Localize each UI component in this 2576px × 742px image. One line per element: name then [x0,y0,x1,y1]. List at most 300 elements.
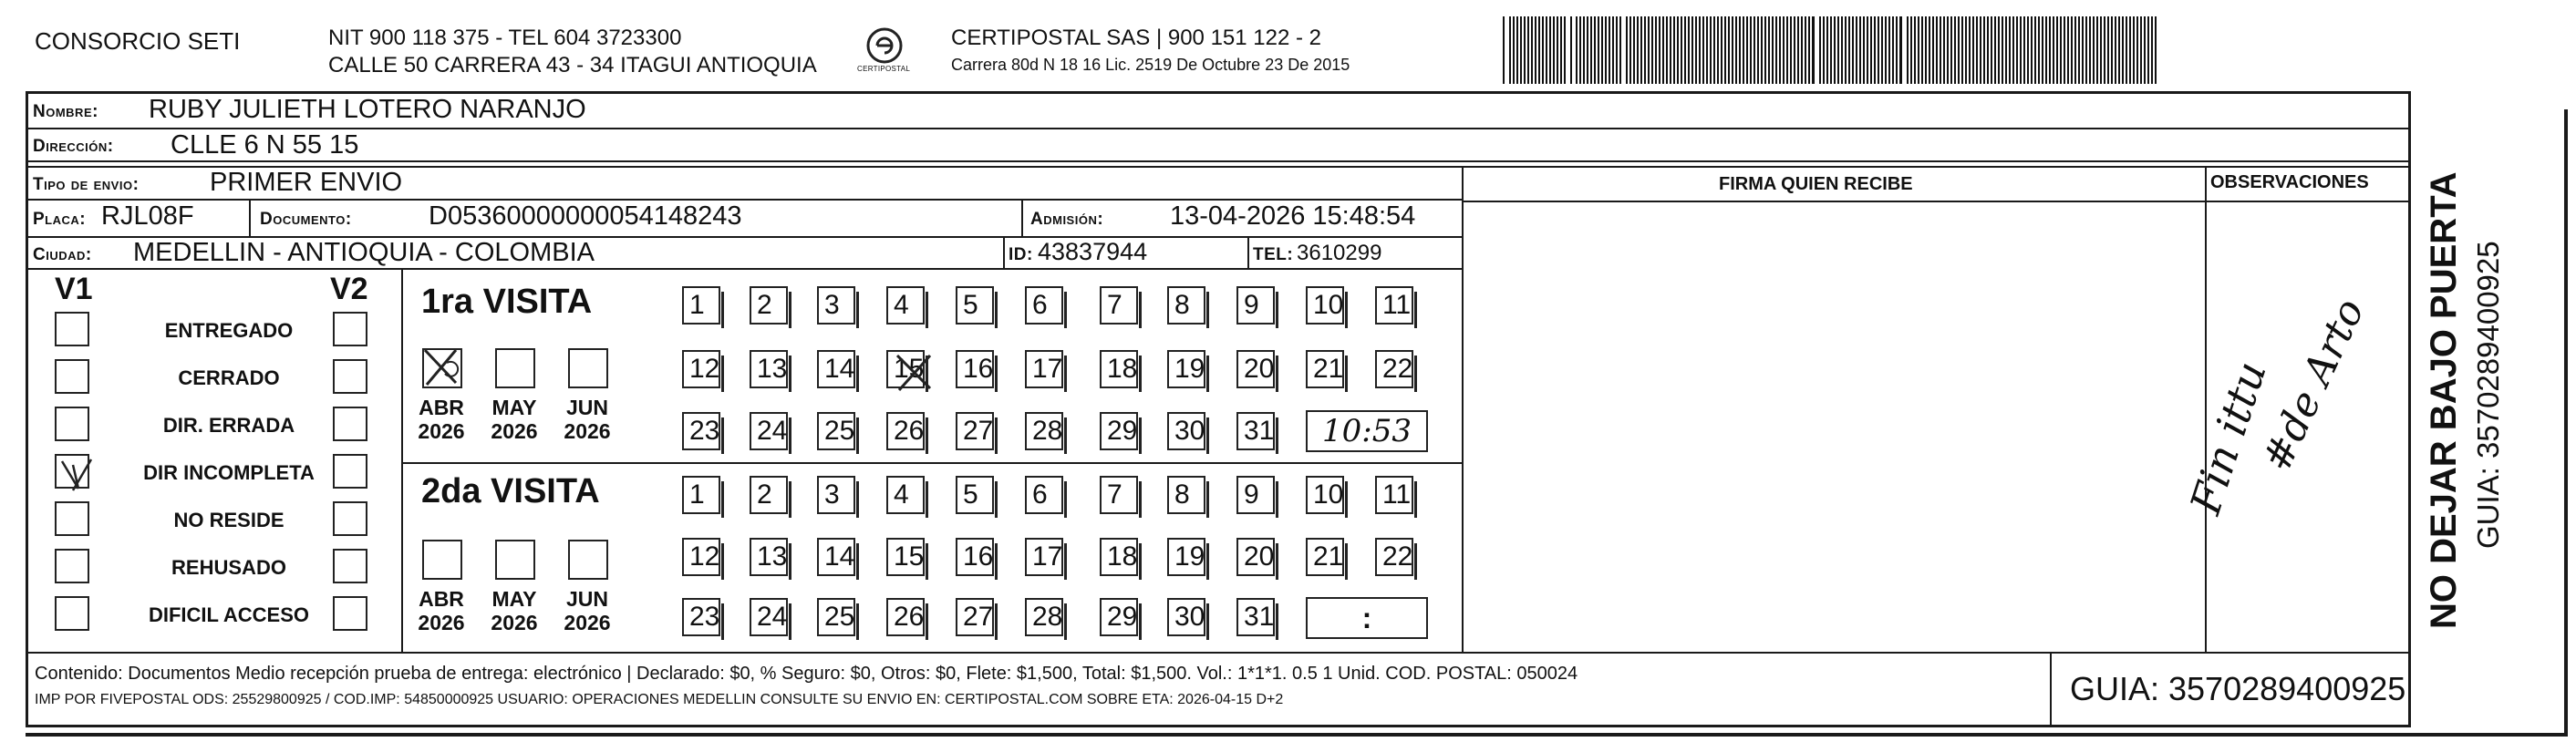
barcode-bar [1710,16,1712,84]
barcode-bar [1612,16,1614,84]
barcode-bar [2027,16,2029,84]
status-label: DIR. ERRADA [162,414,295,437]
second-day-6[interactable]: 6 [1025,476,1063,514]
v2-checkbox[interactable] [333,596,367,631]
barcode-bar [2071,16,2073,84]
barcode-bar [1629,16,1631,84]
second-day-15[interactable]: 15 [886,538,925,576]
first-day-20[interactable]: 20 [1236,350,1275,388]
barcode-bar [2147,16,2149,84]
barcode-bar [1976,16,1978,84]
barcode-bar [1724,16,1726,84]
barcode-bar [2118,16,2120,84]
second-visit-time: : [1361,602,1372,634]
address-label: Dirección: [33,137,114,156]
barcode-bar [1527,16,1529,84]
first-day-30[interactable]: 30 [1167,412,1205,450]
certipostal-logo [857,24,912,78]
v2-checkbox[interactable] [333,312,367,346]
barcode-bar [1823,16,1825,84]
second-visit-title: 2da VISITA [421,472,600,510]
first-day-29[interactable]: 29 [1100,412,1138,450]
first-day-12[interactable]: 12 [682,350,720,388]
barcode-bar [1768,16,1770,84]
barcode-bar [2122,16,2124,84]
status-label: DIFICIL ACCESO [148,603,309,626]
barcode-bar [2005,16,2007,84]
second-month-box[interactable] [422,540,462,580]
barcode-bar [2136,16,2138,84]
barcode-bar [2155,16,2157,84]
barcode-bar [1943,16,1945,84]
barcode-bar [1553,16,1555,84]
second-day-10[interactable]: 10 [1306,476,1344,514]
content-line: Contenido: Documentos Medio recepción prueba de entrega: electrónico | Declarado: $0, % Seguro: $0, Otros: $0, Flete: $1,500, Total: $1,500. Vol.: 1*1*1. 0.5 1 Unid. COD. POSTAL: 050024 [35,664,1578,684]
barcode-bar [1695,16,1697,84]
barcode-bar [1670,16,1671,84]
barcode-bar [1542,16,1544,84]
barcode-bar [2049,16,2051,84]
row-line [26,652,2411,654]
first-visit-time-box [1306,410,1428,452]
barcode-bar [2129,16,2131,84]
second-day-13[interactable]: 13 [750,538,788,576]
first-day-13[interactable]: 13 [750,350,788,388]
carrier-name: CERTIPOSTAL SAS | 900 151 122 - 2 [951,26,1321,50]
first-day-9[interactable]: 9 [1236,286,1275,325]
first-month-box[interactable] [495,348,535,388]
col-line [249,201,251,237]
barcode-bar [1754,16,1755,84]
second-day-19[interactable]: 19 [1167,538,1205,576]
barcode-bar [1950,16,1952,84]
id-label: ID: [1009,245,1033,264]
month-name: MAY [491,396,537,419]
second-month-box[interactable] [495,540,535,580]
barcode-bar [2056,16,2058,84]
barcode-bar [1878,16,1879,84]
first-day-3[interactable]: 3 [817,286,855,325]
second-day-12[interactable]: 12 [682,538,720,576]
barcode-bar [1659,16,1660,84]
first-day-28[interactable]: 28 [1025,412,1063,450]
footer-guia: GUIA: 3570289400925 [2070,670,2406,707]
barcode-bar [1732,16,1733,84]
barcode-bar [1841,16,1843,84]
name-value: RUBY JULIETH LOTERO NARANJO [149,95,586,124]
side-guia: GUIA: 3570289400925 [2471,241,2505,549]
first-day-19[interactable]: 19 [1167,350,1205,388]
second-day-21[interactable]: 21 [1306,538,1344,576]
v1-checkbox[interactable] [55,312,89,346]
barcode [1503,16,2159,84]
first-day-18[interactable]: 18 [1100,350,1138,388]
day-check-mark [894,352,936,394]
barcode-bar [2038,16,2040,84]
logo-text: CERTIPOSTAL [857,65,911,73]
barcode-bar [1520,16,1522,84]
barcode-bar [1885,16,1887,84]
barcode-bar [1940,16,1941,84]
barcode-bar [2107,16,2109,84]
name-label: Nombre: [33,102,98,121]
barcode-bar [2133,16,2135,84]
barcode-bar [1651,16,1653,84]
barcode-bar [1932,16,1934,84]
barcode-bar [1907,16,1909,84]
second-day-29[interactable]: 29 [1100,598,1138,636]
barcode-bar [2082,16,2084,84]
barcode-bar [1892,16,1894,84]
barcode-bar [1570,16,1572,84]
frame-bottom [26,725,2411,727]
second-month-label [482,587,546,635]
second-day-24[interactable]: 24 [750,598,788,636]
barcode-bar [1812,16,1815,84]
col-line [2050,652,2052,727]
barcode-bar [1947,16,1949,84]
col-line [1247,236,1249,269]
outer-bottom [26,733,2568,737]
barcode-bar [1775,16,1777,84]
side-warning: NO DEJAR BAJO PUERTA [2424,171,2464,629]
barcode-bar [1516,16,1518,84]
second-day-8[interactable]: 8 [1167,476,1205,514]
v2-checkbox[interactable] [333,501,367,536]
barcode-bar [1980,16,1981,84]
barcode-bar [1998,16,2000,84]
barcode-bar [1983,16,1985,84]
barcode-bar [2126,16,2127,84]
frame-right [2408,91,2411,727]
frame-left [26,91,28,727]
barcode-bar [2045,16,2047,84]
tel-label: TEL: [1253,245,1294,264]
barcode-bar [1509,16,1511,84]
v2-label: V2 [330,272,368,306]
status-label: NO RESIDE [173,509,284,531]
first-day-14[interactable]: 14 [817,350,855,388]
v1-checkbox[interactable] [55,501,89,536]
status-label: REHUSADO [171,556,286,579]
barcode-bar [2034,16,2036,84]
barcode-bar [1746,16,1748,84]
barcode-bar [1918,16,1919,84]
barcode-bar [1524,16,1526,84]
observations-header: OBSERVACIONES [2210,172,2369,192]
outer-right [2564,109,2568,735]
first-day-25[interactable]: 25 [817,412,855,450]
month-year: 2026 [491,419,538,444]
barcode-bar [1750,16,1752,84]
first-day-5[interactable]: 5 [956,286,994,325]
barcode-bar [1688,16,1690,84]
first-day-27[interactable]: 27 [956,412,994,450]
frame-top [26,91,2411,94]
signature-header: FIRMA QUIEN RECIBE [1719,174,1913,194]
first-day-6[interactable]: 6 [1025,286,1063,325]
v1-checkbox[interactable] [55,407,89,441]
second-day-23[interactable]: 23 [682,598,720,636]
month-name: ABR [419,587,464,611]
row-line [1462,201,2410,202]
barcode-bar [1633,16,1635,84]
first-day-1[interactable]: 1 [682,286,720,325]
barcode-bar [1655,16,1657,84]
barcode-bar [2031,16,2033,84]
barcode-bar [2053,16,2054,84]
admission-value: 13-04-2026 15:48:54 [1170,201,1416,231]
first-day-31[interactable]: 31 [1236,412,1275,450]
second-day-1[interactable]: 1 [682,476,720,514]
barcode-bar [2067,16,2069,84]
first-day-23[interactable]: 23 [682,412,720,450]
col-line [401,268,403,653]
barcode-bar [2020,16,2022,84]
barcode-bar [1845,16,1847,84]
sender-address: CALLE 50 CARRERA 43 - 34 ITAGUI ANTIOQUIA [328,53,817,77]
month-year: 2026 [418,419,465,444]
barcode-bar [1619,16,1621,84]
v1-label: V1 [55,272,93,306]
barcode-bar [1601,16,1603,84]
barcode-bar [2111,16,2113,84]
barcode-bar [1961,16,1963,84]
v1-checkbox[interactable] [55,549,89,583]
status-label: ENTREGADO [164,319,294,342]
first-day-22[interactable]: 22 [1375,350,1413,388]
row-line [26,160,2411,162]
barcode-bar [1549,16,1551,84]
plate-label: Placa: [33,210,87,229]
barcode-bar [1848,16,1850,84]
second-day-9[interactable]: 9 [1236,476,1275,514]
first-month-label [409,396,473,444]
barcode-bar [1936,16,1938,84]
barcode-bar [1819,16,1821,84]
barcode-bar [1717,16,1719,84]
barcode-bar [1616,16,1618,84]
month-year: 2026 [491,611,538,635]
second-day-17[interactable]: 17 [1025,538,1063,576]
first-visit-time: 10:53 [1322,413,1412,449]
second-day-4[interactable]: 4 [886,476,925,514]
row-line [26,128,2411,129]
second-day-27[interactable]: 27 [956,598,994,636]
col-line [1021,201,1023,237]
barcode-bar [2016,16,2018,84]
barcode-bar [1925,16,1927,84]
v2-checkbox[interactable] [333,359,367,394]
first-day-10[interactable]: 10 [1306,286,1344,325]
row-line [401,462,1462,464]
observations-handwriting-1: Fin ittu [2180,356,2276,520]
barcode-bar [1583,16,1585,84]
barcode-bar [1972,16,1974,84]
barcode-bar [2144,16,2146,84]
first-day-7[interactable]: 7 [1100,286,1138,325]
month-name: JUN [565,396,608,419]
shipment-type-label: Tipo de envio: [33,175,140,194]
v1-checkbox[interactable] [55,359,89,394]
barcode-bar [1764,16,1766,84]
barcode-bar [1757,16,1759,84]
barcode-bar [1899,16,1902,84]
barcode-bar [1637,16,1639,84]
second-day-7[interactable]: 7 [1100,476,1138,514]
second-day-26[interactable]: 26 [886,598,925,636]
sender-nit: NIT 900 118 375 - TEL 604 3723300 [328,26,682,50]
barcode-bar [1684,16,1686,84]
barcode-bar [1535,16,1536,84]
barcode-bar [1863,16,1865,84]
first-day-21[interactable]: 21 [1306,350,1344,388]
second-day-22[interactable]: 22 [1375,538,1413,576]
v2-checkbox[interactable] [333,454,367,489]
first-month-box[interactable] [568,348,608,388]
barcode-bar [1681,16,1682,84]
barcode-bar [1779,16,1781,84]
barcode-bar [1728,16,1730,84]
barcode-bar [1830,16,1832,84]
col-line [2205,166,2207,654]
address-value: CLLE 6 N 55 15 [171,130,359,160]
second-visit-time-box [1306,597,1428,639]
second-month-box[interactable] [568,540,608,580]
barcode-bar [1856,16,1857,84]
barcode-bar [1513,16,1515,84]
tel-value: 3610299 [1297,241,1382,265]
barcode-bar [1699,16,1701,84]
barcode-bar [1881,16,1883,84]
barcode-bar [2042,16,2043,84]
document-label: Documento: [260,210,352,229]
barcode-bar [1605,16,1607,84]
barcode-bar [1531,16,1533,84]
second-day-16[interactable]: 16 [956,538,994,576]
barcode-bar [2009,16,2011,84]
barcode-bar [1609,16,1610,84]
second-day-25[interactable]: 25 [817,598,855,636]
barcode-bar [1914,16,1916,84]
first-visit-title: 1ra VISITA [421,283,593,321]
first-day-11[interactable]: 11 [1375,286,1413,325]
barcode-bar [1888,16,1890,84]
barcode-bar [1826,16,1828,84]
city-value: MEDELLIN - ANTIOQUIA - COLOMBIA [133,238,595,267]
barcode-bar [1677,16,1679,84]
second-day-14[interactable]: 14 [817,538,855,576]
barcode-bar [1772,16,1774,84]
col-line [1003,236,1005,269]
second-day-20[interactable]: 20 [1236,538,1275,576]
barcode-bar [2074,16,2076,84]
first-day-2[interactable]: 2 [750,286,788,325]
barcode-bar [1560,16,1562,84]
barcode-bar [1797,16,1799,84]
barcode-bar [1557,16,1558,84]
barcode-bar [2089,16,2091,84]
first-day-4[interactable]: 4 [886,286,925,325]
barcode-bar [1587,16,1588,84]
barcode-bar [1958,16,1960,84]
first-day-24[interactable]: 24 [750,412,788,450]
barcode-bar [1794,16,1795,84]
barcode-bar [2078,16,2080,84]
barcode-bar [1929,16,1930,84]
barcode-bar [1691,16,1693,84]
second-day-11[interactable]: 11 [1375,476,1413,514]
barcode-bar [1673,16,1675,84]
status-label: DIR INCOMPLETA [143,461,315,484]
second-day-31[interactable]: 31 [1236,598,1275,636]
barcode-bar [1546,16,1547,84]
id-value: 43837944 [1038,238,1148,265]
barcode-bar [1805,16,1806,84]
first-day-16[interactable]: 16 [956,350,994,388]
v2-checkbox[interactable] [333,549,367,583]
barcode-bar [1870,16,1872,84]
barcode-bar [1648,16,1650,84]
barcode-bar [1538,16,1540,84]
month-year: 2026 [418,611,465,635]
barcode-bar [1503,16,1505,84]
barcode-bar [1834,16,1836,84]
barcode-bar [1761,16,1763,84]
v1-checkbox[interactable] [55,596,89,631]
barcode-bar [2023,16,2025,84]
barcode-bar [1706,16,1708,84]
barcode-bar [2096,16,2098,84]
first-day-15[interactable]: 15 [886,350,925,388]
barcode-bar [1969,16,1971,84]
barcode-bar [1598,16,1599,84]
first-day-17[interactable]: 17 [1025,350,1063,388]
barcode-bar [1594,16,1596,84]
plate-value: RJL08F [101,201,194,231]
v2-checkbox[interactable] [333,407,367,441]
month-check-mark [419,345,465,390]
barcode-bar [1739,16,1741,84]
barcode-bar [1579,16,1581,84]
month-year: 2026 [564,611,611,635]
second-day-28[interactable]: 28 [1025,598,1063,636]
second-day-5[interactable]: 5 [956,476,994,514]
second-day-18[interactable]: 18 [1100,538,1138,576]
first-day-26[interactable]: 26 [886,412,925,450]
document-value: D05360000000054148243 [429,201,742,231]
barcode-bar [2104,16,2105,84]
barcode-bar [1910,16,1912,84]
first-month-label [482,396,546,444]
row-line [26,199,1462,201]
shipment-type-value: PRIMER ENVIO [210,168,403,197]
second-day-30[interactable]: 30 [1167,598,1205,636]
second-day-3[interactable]: 3 [817,476,855,514]
barcode-bar [1852,16,1854,84]
barcode-bar [1867,16,1868,84]
second-day-2[interactable]: 2 [750,476,788,514]
barcode-bar [1743,16,1744,84]
barcode-bar [1702,16,1704,84]
month-name: MAY [491,587,537,611]
col-line [1462,166,1464,654]
barcode-bar [1783,16,1785,84]
first-day-8[interactable]: 8 [1167,286,1205,325]
status-check-mark [55,456,95,496]
barcode-bar [1859,16,1861,84]
barcode-bar [1713,16,1715,84]
